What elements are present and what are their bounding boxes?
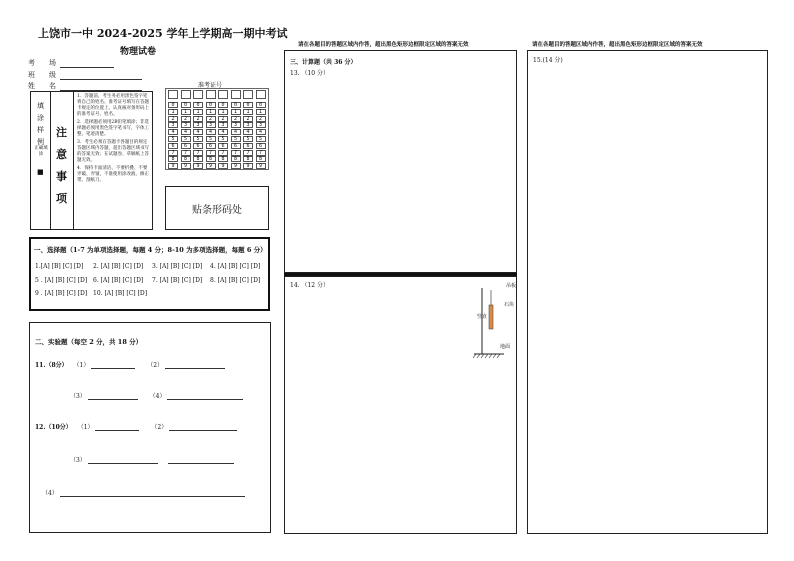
q15-label: 15.(14 分) (533, 57, 563, 64)
exam-id-bubble[interactable]: 4 (168, 129, 178, 135)
choice-q5[interactable]: 5 . [A] [B] [C] [D] (35, 277, 88, 284)
exam-id-digit-box[interactable] (256, 90, 266, 99)
exam-id-bubble[interactable]: 3 (256, 122, 266, 128)
exam-id-bubble[interactable]: 5 (168, 136, 178, 142)
fill-sample-title: 填涂样例 (37, 102, 44, 146)
exam-id-bubble[interactable]: 0 (256, 102, 266, 108)
exam-id-bubble[interactable]: 7 (231, 150, 241, 156)
q12-label: 12.（10分） (35, 424, 72, 431)
exam-id-bubble[interactable]: 7 (243, 150, 253, 156)
exam-id-bubble[interactable]: 9 (256, 163, 266, 169)
answer-area-notice-right: 请在各题目的答题区域内作答，超出黑色矩形边框限定区域的答案无效 (532, 42, 703, 48)
exam-id-bubble[interactable]: 1 (193, 109, 203, 115)
exam-id-bubble[interactable]: 4 (218, 129, 228, 135)
figure-label-floor: 地面 (500, 344, 511, 350)
exam-id-digit-box[interactable] (231, 90, 241, 99)
exam-id-digit-box[interactable] (243, 90, 253, 99)
exam-id-bubble[interactable]: 2 (218, 116, 228, 122)
q12-blank-4[interactable] (60, 487, 245, 497)
exam-id-bubble[interactable]: 2 (243, 116, 253, 122)
choice-q9[interactable]: 9 . [A] [B] [C] [D] (35, 290, 88, 297)
q11-row-b[interactable] (70, 390, 270, 400)
note-item: 1．答题前，考生务必用黑色签字笔将自己的姓名、准考证号填写在答题卡规定的位置上，认真核对条形码上的准考证号、姓名。 (77, 94, 149, 117)
figure-label-stone: 石块 (504, 302, 515, 308)
exam-id-bubble[interactable]: 6 (218, 143, 228, 149)
exam-id-bubble[interactable]: 6 (181, 143, 191, 149)
exam-id-bubble[interactable]: 2 (206, 116, 216, 122)
exam-id-bubble[interactable]: 6 (206, 143, 216, 149)
q11-row-a[interactable] (35, 359, 270, 369)
blank-label: （4） (42, 490, 58, 497)
exam-id-bubble[interactable]: 0 (206, 102, 216, 108)
exam-id-bubble[interactable]: 2 (231, 116, 241, 122)
exam-id-bubble[interactable]: 0 (243, 102, 253, 108)
exam-id-bubble[interactable]: 5 (206, 136, 216, 142)
exam-id-bubble[interactable]: 0 (218, 102, 228, 108)
blank-label: （3） (70, 457, 86, 464)
exam-id-bubble[interactable]: 4 (231, 129, 241, 135)
q11-label: 11.（8分） (35, 362, 68, 369)
exam-id-bubble[interactable]: 5 (181, 136, 191, 142)
notes-box (30, 91, 153, 230)
choice-section (29, 237, 270, 311)
exam-id-bubble[interactable]: 6 (256, 143, 266, 149)
choice-q7[interactable]: 7. [A] [B] [C] [D] (152, 277, 203, 284)
exam-id-digit-box[interactable] (206, 90, 216, 99)
choice-section-title: 一、选择题（1-7 为单项选择题，每题 4 分；8-10 为多项选择题，每题 6 分） (34, 246, 267, 254)
blank-label: （3） (70, 393, 86, 400)
q11-blank-3[interactable] (88, 390, 138, 400)
answer-area-notice: 请在各题目的答题区域内作答，超出黑色矩形边框限定区域的答案无效 (298, 42, 469, 48)
calc-section-title: 三、计算题（共 36 分） (290, 59, 357, 66)
exam-id-bubble[interactable]: 4 (256, 129, 266, 135)
correct-fill-label: 正确填涂 (34, 146, 48, 157)
note-item: 4．保持卡面清洁，不要折叠、不要弄破、弄皱，不准使用涂改液、修正带、刮纸刀。 (77, 166, 149, 183)
exam-id-bubble[interactable]: 8 (181, 156, 191, 162)
exam-id-bubble[interactable]: 3 (243, 122, 253, 128)
exam-id-bubble[interactable]: 8 (168, 156, 178, 162)
exam-id-bubble[interactable]: 5 (218, 136, 228, 142)
calc-area-q14[interactable] (284, 276, 517, 534)
exam-id-digit-box[interactable] (168, 90, 178, 99)
exam-id-bubble[interactable]: 6 (168, 143, 178, 149)
exam-id-bubble[interactable]: 1 (168, 109, 178, 115)
blank-label: （2） (151, 424, 168, 431)
exam-id-bubble[interactable]: 1 (218, 109, 228, 115)
q11-blank-4[interactable] (167, 390, 243, 400)
exam-id-bubble[interactable]: 9 (231, 163, 241, 169)
info-field-label: 姓 名 (28, 82, 56, 90)
exam-id-bubble[interactable]: 5 (231, 136, 241, 142)
exam-id-digit-box[interactable] (193, 90, 203, 99)
exam-title: 上饶市一中 2024-2025 学年上学期高一期中考试 (38, 27, 288, 40)
exam-id-bubble[interactable]: 6 (243, 143, 253, 149)
figure-label-wall: 竖直 (477, 314, 488, 320)
choice-q1[interactable]: 1.[A] [B] [C] [D] (35, 263, 84, 270)
q12-row-c[interactable] (42, 487, 268, 497)
exam-id-bubble[interactable]: 9 (218, 163, 228, 169)
exam-id-bubble[interactable]: 9 (168, 163, 178, 169)
q12-blank-1[interactable] (95, 421, 139, 431)
exam-id-grid[interactable] (165, 88, 269, 170)
choice-q2[interactable]: 2. [A] [B] [C] [D] (93, 263, 144, 270)
q12-row-a[interactable] (35, 421, 270, 431)
exam-id-digit-box[interactable] (218, 90, 228, 99)
exam-id-bubble[interactable]: 4 (181, 129, 191, 135)
correct-fill-mark: ■ (37, 168, 44, 176)
q13-label: 13. （10 分） (290, 70, 329, 77)
q11-blank-1[interactable] (91, 359, 135, 369)
blank-label: （1） (77, 424, 94, 431)
barcode-area (165, 186, 269, 230)
choice-q4[interactable]: 4. [A] [B] [C] [D] (210, 263, 261, 270)
choice-q8[interactable]: 8. [A] [B] [C] [D] (210, 277, 261, 284)
q12-row-b[interactable] (70, 454, 270, 464)
exam-id-bubble[interactable]: 7 (218, 150, 228, 156)
experiment-section (29, 322, 271, 533)
calc-area-q15[interactable] (527, 50, 768, 534)
exam-id-bubble[interactable]: 6 (193, 143, 203, 149)
info-field-label: 班 级 (28, 71, 56, 79)
exam-id-bubble[interactable]: 3 (181, 122, 191, 128)
name-input[interactable] (60, 81, 142, 91)
exam-subtitle: 物理试卷 (120, 47, 157, 57)
exam-id-bubble[interactable]: 9 (193, 163, 203, 169)
exam-id-digit-box[interactable] (181, 90, 191, 99)
exam-id-bubble[interactable]: 1 (206, 109, 216, 115)
exam-id-bubble[interactable]: 3 (218, 122, 228, 128)
choice-q10[interactable]: 10. [A] [B] [C] [D] (93, 290, 148, 297)
exam-id-bubble[interactable]: 3 (231, 122, 241, 128)
calc-area-q13[interactable] (284, 50, 517, 273)
experiment-section-title: 二、实验题（每空 2 分，共 18 分） (35, 338, 143, 346)
info-field-label: 考 场 (28, 59, 56, 67)
q12-blank-2[interactable] (169, 421, 237, 431)
barcode-label: 贴条形码处 (192, 204, 242, 216)
exam-id-bubble[interactable]: 0 (231, 102, 241, 108)
exam-id-bubble[interactable]: 7 (168, 150, 178, 156)
q12-blank-3b[interactable] (168, 454, 234, 464)
exam-id-bubble[interactable]: 8 (193, 156, 203, 162)
exam-id-bubble[interactable]: 5 (243, 136, 253, 142)
exam-id-bubble[interactable]: 7 (181, 150, 191, 156)
exam-id-bubble[interactable]: 1 (256, 109, 266, 115)
exam-id-bubble[interactable]: 1 (231, 109, 241, 115)
q11-blank-2[interactable] (165, 359, 225, 369)
note-item: 2．选择题必须用2B铅笔填涂；非选择题必须用黑色签字笔书写，字体工整、笔迹清楚。 (77, 120, 150, 137)
class-input[interactable] (60, 70, 142, 80)
exam-id-bubble[interactable]: 7 (256, 150, 266, 156)
info-field-class[interactable] (28, 70, 158, 80)
exam-id-bubble[interactable]: 2 (193, 116, 203, 122)
info-field-name[interactable] (28, 81, 158, 91)
notes-list (77, 94, 151, 184)
exam-id-label: 准考证号 (198, 82, 223, 89)
choice-q6[interactable]: 6. [A] [B] [C] [D] (93, 277, 144, 284)
exam-id-bubble[interactable]: 0 (193, 102, 203, 108)
exam-id-bubble[interactable]: 2 (168, 116, 178, 122)
exam-id-bubble[interactable]: 8 (256, 156, 266, 162)
blank-label: （4） (149, 393, 166, 400)
exam-id-bubble[interactable]: 9 (206, 163, 216, 169)
blank-label: （2） (147, 362, 164, 369)
exam-id-bubble[interactable]: 7 (193, 150, 203, 156)
notes-title: 注意事项 (56, 126, 67, 205)
blank-label: （1） (73, 362, 90, 369)
q12-blank-3[interactable] (88, 454, 158, 464)
exam-id-bubble[interactable]: 3 (206, 122, 216, 128)
exam-id-bubble[interactable]: 0 (181, 102, 191, 108)
exam-id-bubble[interactable]: 7 (206, 150, 216, 156)
exam-id-bubble[interactable]: 1 (243, 109, 253, 115)
exam-id-bubble[interactable]: 9 (243, 163, 253, 169)
note-item: 3．考生必须在答题卡各题目的规定答题区域内答题，超出答题区域书写的答案无效；在试题卷、草稿纸上答题无效。 (77, 140, 149, 163)
exam-id-bubble[interactable]: 4 (243, 129, 253, 135)
exam-id-bubble[interactable]: 6 (231, 143, 241, 149)
exam-id-bubble[interactable]: 1 (181, 109, 191, 115)
q14-label: 14. （12 分） (290, 282, 329, 289)
exam-id-bubble[interactable]: 9 (181, 163, 191, 169)
exam-id-bubble[interactable]: 5 (256, 136, 266, 142)
exam-id-bubble[interactable]: 4 (206, 129, 216, 135)
exam-id-bubble[interactable]: 2 (256, 116, 266, 122)
exam-id-bubble[interactable]: 4 (193, 129, 203, 135)
exam-id-bubble[interactable]: 8 (243, 156, 253, 162)
exam-id-bubble[interactable]: 3 (193, 122, 203, 128)
exam-id-bubble[interactable]: 0 (168, 102, 178, 108)
info-field-exam-room[interactable] (28, 58, 158, 68)
exam-room-input[interactable] (60, 58, 114, 68)
choice-q3[interactable]: 3. [A] [B] [C] [D] (152, 263, 203, 270)
exam-id-bubble[interactable]: 8 (206, 156, 216, 162)
figure-label-ceiling: 吊板 (506, 283, 517, 289)
exam-id-bubble[interactable]: 5 (193, 136, 203, 142)
exam-id-bubble[interactable]: 8 (231, 156, 241, 162)
exam-id-bubble[interactable]: 2 (181, 116, 191, 122)
exam-id-bubble[interactable]: 8 (218, 156, 228, 162)
exam-id-bubble[interactable]: 3 (168, 122, 178, 128)
